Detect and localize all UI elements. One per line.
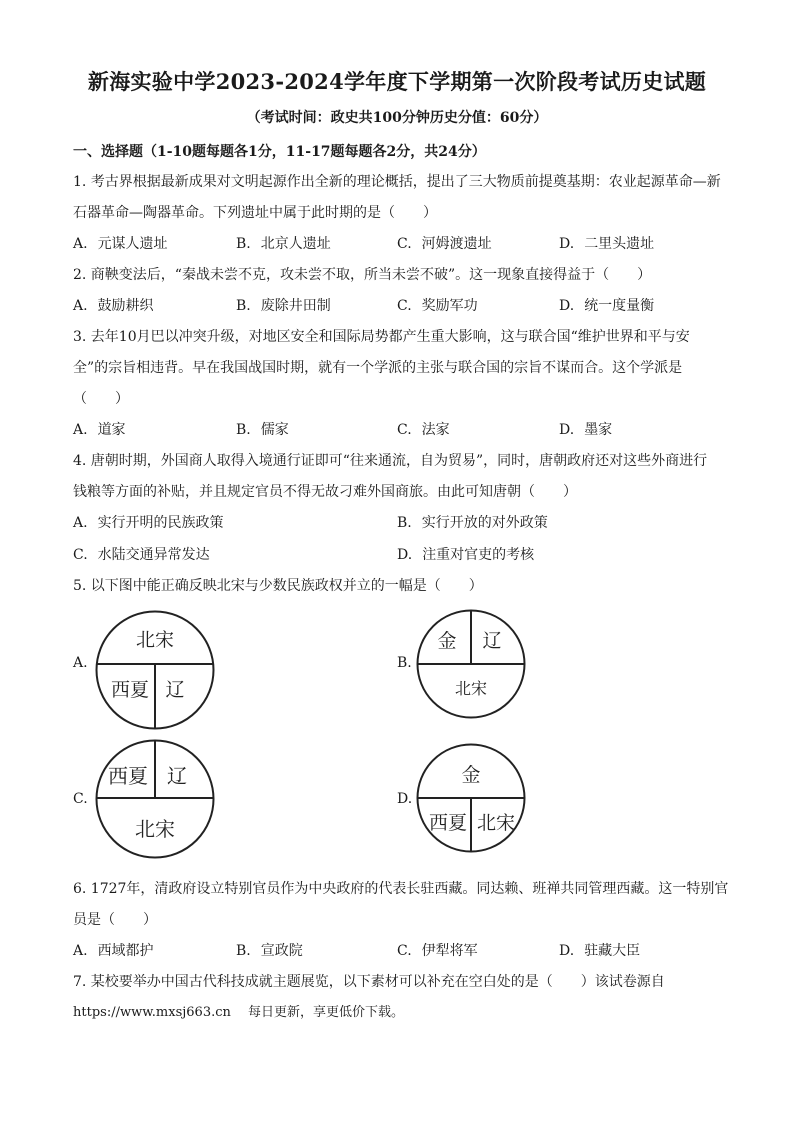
question-5-option-d-label[interactable]: D. bbox=[397, 791, 413, 807]
fig-b-bottom-label: 北宋 bbox=[454, 679, 488, 698]
fig-a-right-label: 辽 bbox=[165, 679, 185, 701]
question-4-option-b[interactable]: B. 实行开放的对外政策 bbox=[397, 515, 548, 531]
question-1-option-c[interactable]: C. 河姆渡遗址 bbox=[397, 236, 492, 252]
question-3-line-1: 3. 去年10月巴以冲突升级，对地区安全和国际局势都产生重大影响，这与联合国“维护世界和平与安 bbox=[73, 329, 690, 345]
question-6-line-2: 员是（ ） bbox=[73, 912, 157, 928]
fig-c-bottom-label: 北宋 bbox=[135, 817, 175, 841]
question-6-option-b[interactable]: B. 宣政院 bbox=[236, 943, 303, 959]
question-2-option-b[interactable]: B. 废除井田制 bbox=[236, 298, 331, 314]
fig-a-top-label: 北宋 bbox=[135, 629, 175, 651]
question-2-option-d[interactable]: D. 统一度量衡 bbox=[559, 298, 655, 314]
question-3-option-b[interactable]: B. 儒家 bbox=[236, 422, 289, 438]
question-3-line-3: （ ） bbox=[73, 391, 129, 407]
section-heading: 一、选择题（1-10题每题各1分，11-17题每题各2分，共24分） bbox=[73, 144, 486, 160]
fig-d-left-label: 西夏 bbox=[428, 812, 468, 834]
fig-a-left-label: 西夏 bbox=[110, 679, 150, 701]
question-5-option-a-label[interactable]: A. bbox=[73, 655, 88, 671]
question-2-option-a[interactable]: A. 鼓励耕织 bbox=[73, 298, 154, 314]
question-2-option-c[interactable]: C. 奖励军功 bbox=[397, 298, 478, 314]
page-subtitle: （考试时间：政史共100分钟历史分值：60分） bbox=[246, 110, 548, 126]
question-3-option-c[interactable]: C. 法家 bbox=[397, 422, 450, 438]
question-7-line-2[interactable]: https://www.mxsj663.cn 每日更新，享更低价下载。 bbox=[73, 1005, 405, 1020]
question-1-option-a[interactable]: A. 元谋人遗址 bbox=[73, 236, 168, 252]
question-4-line-2: 钱粮等方面的补贴，并且规定官员不得无故刁难外国商旅。由此可知唐朝（ ） bbox=[73, 484, 577, 500]
question-3-line-2: 全”的宗旨相违背。早在我国战国时期，就有一个学派的主张与联合国的宗旨不谋而合。这个学派是 bbox=[73, 360, 683, 376]
question-3-option-d[interactable]: D. 墨家 bbox=[559, 422, 613, 438]
question-4-line-1: 4. 唐朝时期，外国商人取得入境通行证即可“往来通流，自为贸易”，同时，唐朝政府还对这些外商进行 bbox=[73, 453, 708, 469]
question-5-option-b-label[interactable]: B. bbox=[397, 655, 412, 671]
question-4-option-c[interactable]: C. 水陆交通异常发达 bbox=[73, 547, 210, 563]
question-4-option-d[interactable]: D. 注重对官吏的考核 bbox=[397, 547, 535, 563]
fig-b-left-label: 金 bbox=[437, 630, 457, 652]
question-1-line-1: 1. 考古界根据最新成果对文明起源作出全新的理论概括，提出了三大物质前提奠基期：农业起源革命—新 bbox=[73, 174, 721, 190]
fig-d-top-label: 金 bbox=[461, 764, 481, 786]
question-1-line-2: 石器革命—陶器革命。下列遗址中属于此时期的是（ ） bbox=[73, 205, 437, 221]
question-5-figure-d[interactable] bbox=[414, 741, 528, 859]
question-1-option-b[interactable]: B. 北京人遗址 bbox=[236, 236, 331, 252]
question-3-option-a[interactable]: A. 道家 bbox=[73, 422, 126, 438]
question-5-option-c-label[interactable]: C. bbox=[73, 791, 88, 807]
question-6-line-1: 6. 1727年，清政府设立特别官员作为中央政府的代表长驻西藏。同达赖、班禅共同管理西藏。这一特别官 bbox=[73, 881, 729, 897]
question-2-line-1: 2. 商鞅变法后，“秦战未尝不克，攻未尝不取，所当未尝不破”。这一现象直接得益于（ ） bbox=[73, 267, 652, 283]
question-5-figure-c[interactable] bbox=[93, 737, 217, 865]
question-6-option-d[interactable]: D. 驻藏大臣 bbox=[559, 943, 641, 959]
question-7-line-1: 7. 某校要举办中国古代科技成就主题展览，以下素材可以补充在空白处的是（ ）该试卷源自 bbox=[73, 974, 665, 990]
question-5-figure-a[interactable] bbox=[93, 608, 217, 736]
question-5-figure-b[interactable] bbox=[414, 607, 528, 725]
fig-c-right-label: 辽 bbox=[167, 764, 187, 788]
page-title: 新海实验中学2023-2024学年度下学期第一次阶段考试历史试题 bbox=[87, 69, 707, 94]
question-6-option-c[interactable]: C. 伊犁将军 bbox=[397, 943, 478, 959]
question-6-option-a[interactable]: A. 西域都护 bbox=[73, 943, 154, 959]
fig-c-left-label: 西夏 bbox=[108, 764, 148, 788]
fig-d-right-label: 北宋 bbox=[476, 812, 516, 834]
question-5-line-1: 5. 以下图中能正确反映北宋与少数民族政权并立的一幅是（ ） bbox=[73, 578, 483, 594]
question-1-option-d[interactable]: D. 二里头遗址 bbox=[559, 236, 655, 252]
fig-b-right-label: 辽 bbox=[482, 630, 502, 652]
question-4-option-a[interactable]: A. 实行开明的民族政策 bbox=[73, 515, 224, 531]
